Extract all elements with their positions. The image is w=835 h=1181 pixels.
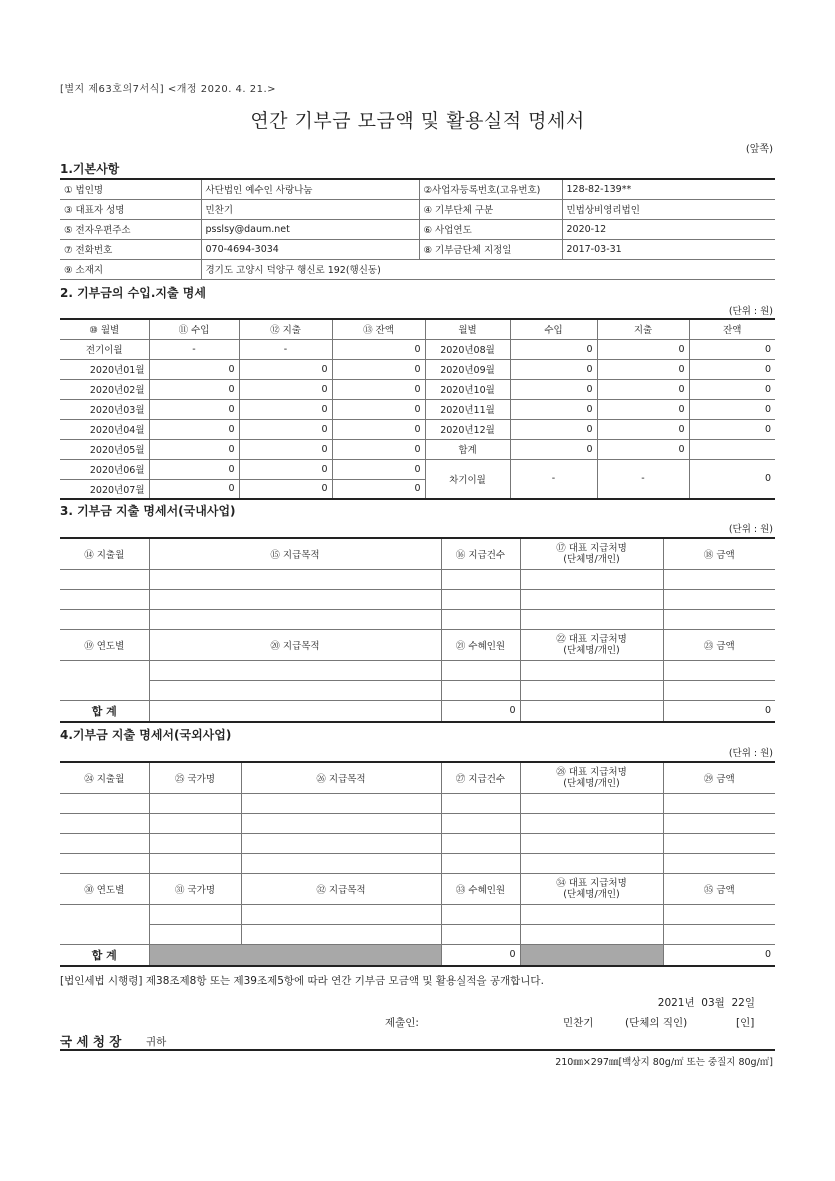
income-cell: 0: [510, 379, 597, 399]
balance-cell: 0: [689, 359, 775, 379]
label-email: ⑤ 전자우편주소: [60, 219, 201, 239]
total-label: 합 계: [60, 700, 149, 722]
expense-cell: 0: [239, 379, 332, 399]
income-cell: 0: [149, 439, 239, 459]
income-expense-table: [60, 318, 775, 500]
month-cell: 2020년03월: [60, 399, 149, 419]
header-month: ⑩ 월별: [60, 319, 149, 339]
income-cell: 0: [149, 359, 239, 379]
header-recipient-line1: ⑰ 대표 지급처명: [556, 542, 627, 554]
header-income: ⑪ 수입: [149, 319, 239, 339]
income-cell: 0: [149, 419, 239, 439]
header-beneficiaries: ㉝ 수혜인원: [441, 873, 520, 904]
expense-cell: 0: [239, 479, 332, 499]
header-country-2: ㉛ 국가명: [149, 873, 241, 904]
month-cell: 2020년09월: [425, 359, 510, 379]
header-beneficiaries: ㉑ 수혜인원: [441, 629, 520, 660]
income-cell: 0: [149, 479, 239, 499]
month-cell: 2020년01월: [60, 359, 149, 379]
value-corp-name: 사단법인 예수인 사랑나눔: [201, 179, 419, 199]
header-amount-2: ㉟ 금액: [663, 873, 775, 904]
basic-info-table: [60, 178, 775, 280]
expense-cell: 0: [597, 359, 689, 379]
table-row: [60, 569, 775, 589]
section2-heading: 2. 기부금의 수입.지출 명세: [60, 286, 206, 300]
expense-cell: 0: [239, 419, 332, 439]
footer-divider: [60, 1049, 775, 1051]
balance-cell: 0: [689, 339, 775, 359]
month-cell: 2020년05월: [60, 439, 149, 459]
header-amount-2: ㉓ 금액: [663, 629, 775, 660]
overseas-expense-table: [60, 761, 775, 967]
header-recipient-2-line1: ㉒ 대표 지급처명: [556, 633, 627, 645]
label-phone: ⑦ 전화번호: [60, 239, 201, 259]
domestic-expense-table: [60, 537, 775, 723]
expense-cell: 0: [597, 339, 689, 359]
overseas-total-row: [60, 944, 775, 966]
balance-cell: 0: [332, 459, 425, 479]
header-year: ⑲ 연도별: [60, 629, 149, 660]
balance-cell: 0: [689, 399, 775, 419]
header-recipient-2: [520, 629, 663, 660]
table-row: [60, 419, 775, 439]
balance-cell: 0: [332, 379, 425, 399]
value-address: 경기도 고양시 덕양구 행신로 192(행신동): [201, 259, 775, 279]
header-recipient-line2: (단체명/개인): [563, 553, 620, 565]
table-row: [60, 459, 775, 479]
value-representative: 민찬기: [201, 199, 419, 219]
unit-label: (단위 : 원): [728, 524, 773, 535]
table-row: [60, 813, 775, 833]
balance-cell: 0: [689, 419, 775, 439]
header-purpose: ㉖ 지급목적: [241, 762, 441, 793]
header-expense-2: 지출: [597, 319, 689, 339]
value-phone: 070-4694-3034: [201, 239, 419, 259]
total-count: 0: [441, 944, 520, 966]
header-income-2: 수입: [510, 319, 597, 339]
label-address: ⑨ 소재지: [60, 259, 201, 279]
header-recipient: [520, 538, 663, 569]
submitter-role: (단체의 직인): [625, 1017, 688, 1029]
income-expense-header: [60, 319, 775, 339]
label-business-number: ②사업자등록번호(고유번호): [419, 179, 562, 199]
table-row: [60, 904, 775, 924]
paper-spec: 210㎜×297㎜[백상지 80g/㎡ 또는 중질지 80g/㎡]: [555, 1057, 773, 1068]
shaded-cell: [520, 944, 663, 966]
header-year: ㉚ 연도별: [60, 873, 149, 904]
balance-cell: 0: [332, 479, 425, 499]
basic-info-row: [60, 179, 775, 199]
expense-cell: 0: [239, 399, 332, 419]
table-row: [60, 359, 775, 379]
submission-date: 2021년 03월 22일: [657, 997, 755, 1009]
header-purpose-2: ⑳ 지급목적: [149, 629, 441, 660]
document-title: 연간 기부금 모금액 및 활용실적 명세서: [250, 110, 585, 132]
month-cell: 2020년12월: [425, 419, 510, 439]
expense-cell: 0: [597, 399, 689, 419]
value-org-type: 민법상비영리법인: [562, 199, 775, 219]
income-cell: 0: [510, 399, 597, 419]
header-count: ㉗ 지급건수: [441, 762, 520, 793]
balance-cell: 0: [332, 419, 425, 439]
total-expense: 0: [597, 439, 689, 459]
domestic-header-2: [60, 629, 775, 660]
front-page-label: (앞쪽): [745, 144, 773, 155]
total-income: 0: [510, 439, 597, 459]
table-row: [60, 833, 775, 853]
carry-forward-label: 차기이월: [425, 459, 510, 499]
balance-cell: 0: [332, 359, 425, 379]
income-cell: 0: [510, 359, 597, 379]
table-row: [60, 853, 775, 873]
law-notice: [법인세법 시행령] 제38조제8항 또는 제39조제5항에 따라 연간 기부금 모금액 및 활용실적을 공개합니다.: [60, 975, 544, 987]
label-fiscal-year: ⑥ 사업연도: [419, 219, 562, 239]
total-label: 합계: [425, 439, 510, 459]
table-row: [60, 339, 775, 359]
balance-cell: 0: [689, 379, 775, 399]
expense-cell: 0: [239, 359, 332, 379]
value-fiscal-year: 2020-12: [562, 219, 775, 239]
domestic-header-1: [60, 538, 775, 569]
expense-cell: 0: [239, 439, 332, 459]
value-email: psslsy@daum.net: [201, 219, 419, 239]
value-designation-date: 2017-03-31: [562, 239, 775, 259]
header-balance-2: 잔액: [689, 319, 775, 339]
overseas-header-2: [60, 873, 775, 904]
shaded-cell: [149, 944, 441, 966]
balance-cell: 0: [332, 439, 425, 459]
header-recipient-line1: ㉘ 대표 지급처명: [556, 766, 627, 778]
expense-cell: -: [239, 339, 332, 359]
table-row: [60, 439, 775, 459]
submitter-name: 민찬기: [563, 1017, 594, 1029]
balance-cell: 0: [332, 399, 425, 419]
seal-mark: [인]: [736, 1017, 755, 1029]
month-cell: 2020년04월: [60, 419, 149, 439]
month-cell: 전기이월: [60, 339, 149, 359]
balance-cell: 0: [332, 339, 425, 359]
table-row: [60, 793, 775, 813]
form-reference: [별지 제63호의7서식] <개정 2020. 4. 21.>: [60, 84, 277, 95]
header-amount: ㉙ 금액: [663, 762, 775, 793]
header-amount: ⑱ 금액: [663, 538, 775, 569]
section4-heading: 4.기부금 지출 명세서(국외사업): [60, 728, 232, 742]
income-cell: 0: [149, 459, 239, 479]
label-org-type: ④ 기부단체 구분: [419, 199, 562, 219]
header-recipient-2-line2: (단체명/개인): [563, 644, 620, 656]
expense-cell: 0: [239, 459, 332, 479]
header-month-2: 월별: [425, 319, 510, 339]
recipient: 국 세 청 장: [60, 1034, 122, 1049]
month-cell: 2020년10월: [425, 379, 510, 399]
table-row: [60, 680, 775, 700]
header-expense-month: ⑭ 지출월: [60, 538, 149, 569]
expense-cell: 0: [597, 379, 689, 399]
expense-cell: 0: [597, 419, 689, 439]
total-amount: 0: [663, 700, 775, 722]
unit-label: (단위 : 원): [728, 748, 773, 759]
basic-info-row: [60, 219, 775, 239]
table-row: [60, 379, 775, 399]
header-recipient-2-line1: ㉞ 대표 지급처명: [556, 877, 627, 889]
income-cell: 0: [149, 399, 239, 419]
header-balance: ⑬ 잔액: [332, 319, 425, 339]
total-count: 0: [441, 700, 520, 722]
carry-forward-balance: 0: [689, 459, 775, 499]
value-business-number: 128-82-139**: [562, 179, 775, 199]
label-representative: ③ 대표자 성명: [60, 199, 201, 219]
header-recipient-2-line2: (단체명/개인): [563, 888, 620, 900]
section3-heading: 3. 기부금 지출 명세서(국내사업): [60, 504, 236, 518]
header-recipient-2: [520, 873, 663, 904]
header-recipient-line2: (단체명/개인): [563, 777, 620, 789]
month-cell: 2020년08월: [425, 339, 510, 359]
income-cell: 0: [149, 379, 239, 399]
month-cell: 2020년07월: [60, 479, 149, 499]
carry-forward-income: -: [510, 459, 597, 499]
table-row: [60, 609, 775, 629]
basic-info-row: [60, 259, 775, 279]
month-cell: 2020년06월: [60, 459, 149, 479]
header-country: ㉕ 국가명: [149, 762, 241, 793]
submitter-label: 제출인:: [385, 1017, 419, 1029]
overseas-header-1: [60, 762, 775, 793]
income-cell: 0: [510, 419, 597, 439]
label-corp-name: ① 법인명: [60, 179, 201, 199]
basic-info-row: [60, 239, 775, 259]
month-cell: 2020년11월: [425, 399, 510, 419]
carry-forward-expense: -: [597, 459, 689, 499]
domestic-total-row: [60, 700, 775, 722]
label-designation-date: ⑧ 기부금단체 지정일: [419, 239, 562, 259]
header-count: ⑯ 지급건수: [441, 538, 520, 569]
header-expense-month: ㉔ 지출월: [60, 762, 149, 793]
unit-label: (단위 : 원): [728, 306, 773, 317]
table-row: [60, 660, 775, 680]
section1-heading: 1.기본사항: [60, 162, 120, 176]
total-amount: 0: [663, 944, 775, 966]
header-expense: ⑫ 지출: [239, 319, 332, 339]
income-cell: -: [149, 339, 239, 359]
recipient-suffix: 귀하: [146, 1036, 167, 1048]
table-row: [60, 924, 775, 944]
basic-info-row: [60, 199, 775, 219]
header-recipient: [520, 762, 663, 793]
total-label: 합 계: [60, 944, 149, 966]
table-row: [60, 589, 775, 609]
header-purpose: ⑮ 지급목적: [149, 538, 441, 569]
header-purpose-2: ㉜ 지급목적: [241, 873, 441, 904]
table-row: [60, 399, 775, 419]
month-cell: 2020년02월: [60, 379, 149, 399]
total-balance: [689, 439, 775, 459]
income-cell: 0: [510, 339, 597, 359]
